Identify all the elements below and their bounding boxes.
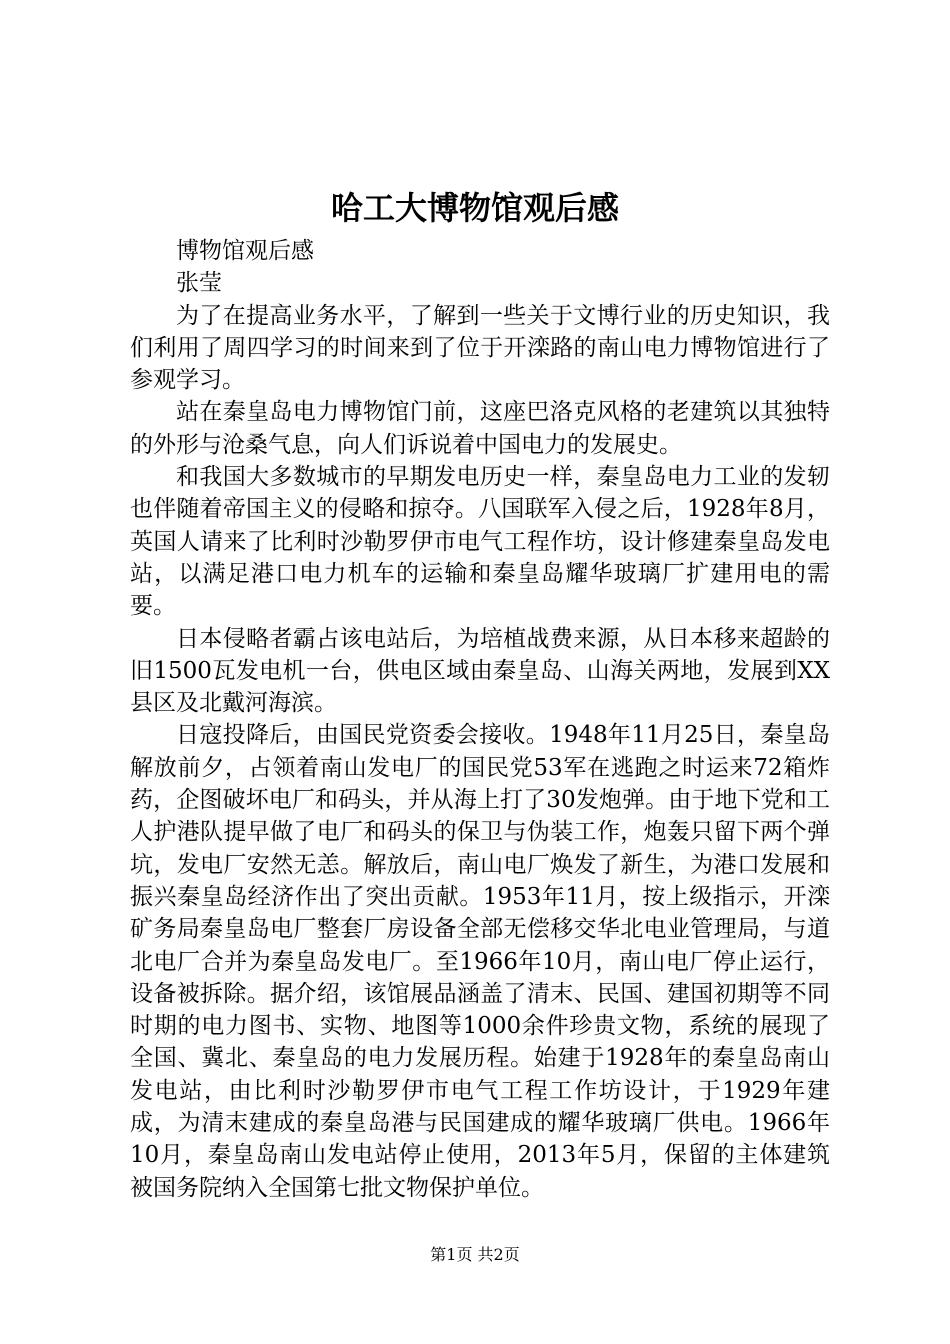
paragraph-author: 张莹 (176, 270, 222, 297)
document-title: 哈工大博物馆观后感 (330, 189, 619, 227)
paragraph: 日寇投降后，由国民党资委会接收。1948年11月25日，秦皇岛解放前夕，占领着南山发电厂的国民党53军在逃跑之时运来72箱炸药，企图破坏电厂和码头，并从海上打了30发炮弹。由于地下党和工人护港队提早做了电厂和码头的保卫与伪装工作，炮轰只留下两个弹坑，发电厂安然无恙。解放后，南山电厂焕发了新生，为港口发展和振兴秦皇岛经济作出了突出贡献。1953年11月，按上级指示，开滦矿务局秦皇岛电厂整套厂房设备全部无偿移交华北电业管理局，与道北电厂合并为秦皇岛发电厂。至1966年10月，南山电厂停止运行，设备被拆除。据介绍，该馆展品涵盖了清末、民国、建国初期等不同时期的电力图书、实物、地图等1000余件珍贵文物，系统的展现了全国、冀北、秦皇岛的电力发展历程。始建于1928年的秦皇岛南山发电站，由比利时沙勒罗伊市电气工程工作坊设计，于1929年建成，为清末建成的秦皇岛港与民国建成的耀华玻璃厂供电。1966年10月，秦皇岛南山发电站停止使用，2013年5月，保留的主体建筑被国务院纳入全国第七批文物保护单位。 (130, 722, 830, 1201)
document-body (130, 235, 830, 1204)
paragraph: 为了在提高业务水平，了解到一些关于文博行业的历史知识，我们利用了周四学习的时间来到了位于开滦路的南山电力博物馆进行了参观学习。 (130, 302, 830, 394)
page-number-footer: 第1页 共2页 (430, 1245, 520, 1264)
paragraph: 和我国大多数城市的早期发电历史一样，秦皇岛电力工业的发轫也伴随着帝国主义的侵略和掠夺。八国联军入侵之后，1928年8月，英国人请来了比利时沙勒罗伊市电气工程作坊，设计修建秦皇岛发电站，以满足港口电力机车的运输和秦皇岛耀华玻璃厂扩建用电的需要。 (130, 464, 830, 620)
paragraph-subtitle: 博物馆观后感 (176, 238, 314, 264)
paragraph: 日本侵略者霸占该电站后，为培植战费来源，从日本移来超龄的旧1500瓦发电机一台，供电区域由秦皇岛、山海关两地，发展到XX县区及北戴河海滨。 (130, 625, 830, 717)
paragraph: 站在秦皇岛电力博物馆门前，这座巴洛克风格的老建筑以其独特的外形与沧桑气息，向人们诉说着中国电力的发展史。 (130, 399, 830, 458)
